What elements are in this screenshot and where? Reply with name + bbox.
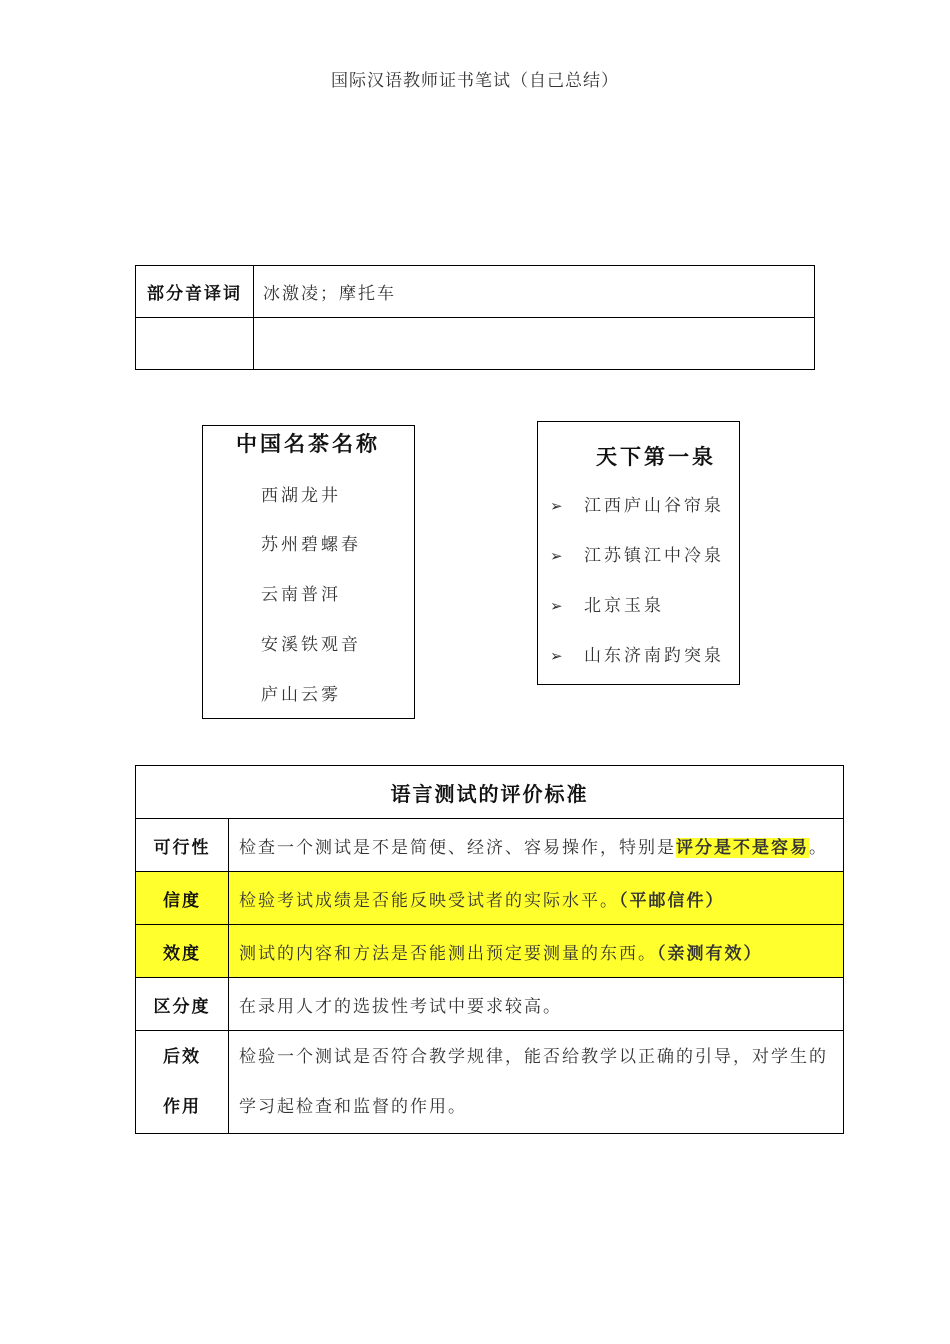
table-row (136, 266, 815, 318)
list-item-label: 山东济南趵突泉 (584, 646, 724, 666)
row-label-line: 后效 (163, 1047, 201, 1067)
table-row (136, 978, 844, 1031)
row-text: 检验考试成绩是否能反映受试者的实际水平。 (239, 890, 619, 911)
row-value (229, 819, 844, 872)
list-item (550, 591, 664, 616)
row-tail: 。 (809, 837, 828, 858)
row-label: 效度 (136, 925, 229, 978)
row-value: 在录用人才的选拔性考试中要求较高。 (229, 978, 844, 1031)
document-title: 国际汉语教师证书笔试（自己总结） (331, 71, 619, 91)
row-text: 检查一个测试是不是简便、经济、容易操作，特别是 (239, 837, 676, 858)
row-label (136, 1031, 229, 1134)
list-item: 云南普洱 (261, 585, 341, 605)
famous-tea-box (202, 425, 415, 719)
row-value (229, 1031, 844, 1134)
row-label: 可行性 (136, 819, 229, 872)
tea-box-title: 中国名茶名称 (236, 431, 380, 456)
row-note: （平邮信件） (619, 890, 725, 911)
table-title: 语言测试的评价标准 (136, 766, 844, 819)
transliteration-table (135, 265, 815, 370)
spring-box-title: 天下第一泉 (596, 444, 716, 469)
row-value (229, 872, 844, 925)
table-row (136, 872, 844, 925)
table-row (136, 819, 844, 872)
row-text-line: 学习起检查和监督的作用。 (239, 1097, 467, 1117)
list-item-label: 北京玉泉 (584, 596, 664, 616)
table-row (136, 318, 815, 370)
row-text: 测试的内容和方法是否能测出预定要测量的东西。 (239, 943, 657, 964)
list-item: 庐山云雾 (261, 685, 341, 705)
arrow-bullet-icon: ➢ (550, 497, 563, 515)
row-label: 部分音译词 (136, 266, 254, 318)
test-evaluation-table (135, 765, 844, 1134)
arrow-bullet-icon: ➢ (550, 547, 563, 565)
row-value: 冰激凌；摩托车 (254, 266, 815, 318)
row-label-line: 作用 (163, 1097, 201, 1117)
arrow-bullet-icon: ➢ (550, 647, 563, 665)
list-item (550, 641, 724, 666)
arrow-bullet-icon: ➢ (550, 597, 563, 615)
table-row (136, 925, 844, 978)
row-label: 信度 (136, 872, 229, 925)
list-item-label: 江西庐山谷帘泉 (584, 496, 724, 516)
first-spring-box (537, 421, 740, 685)
row-note: （亲测有效） (657, 943, 763, 964)
list-item (550, 491, 724, 516)
highlighted-text: 评分是不是容易 (676, 837, 809, 858)
row-text-line: 检验一个测试是否符合教学规律，能否给教学以正确的引导，对学生的 (239, 1047, 828, 1067)
row-label: 区分度 (136, 978, 229, 1031)
row-value (254, 318, 815, 370)
row-value (229, 925, 844, 978)
table-row (136, 1031, 844, 1134)
table-header-row (136, 766, 844, 819)
list-item-label: 江苏镇江中冷泉 (584, 546, 724, 566)
row-label (136, 318, 254, 370)
list-item: 安溪铁观音 (261, 635, 361, 655)
list-item: 西湖龙井 (261, 486, 341, 506)
list-item (550, 541, 724, 566)
list-item: 苏州碧螺春 (261, 535, 361, 555)
